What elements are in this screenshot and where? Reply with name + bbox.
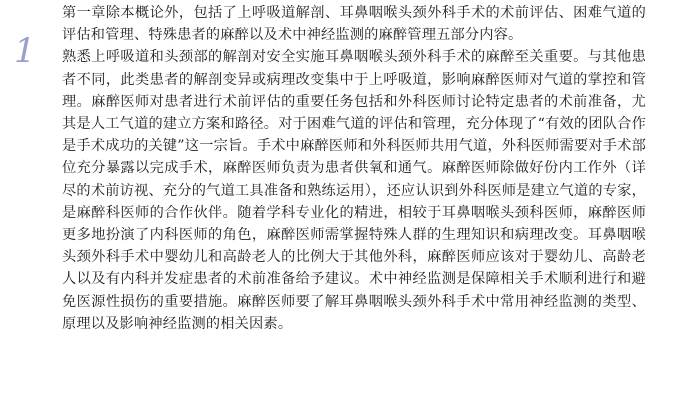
paragraph-intro: 第一章除本概论外，包括了上呼吸道解剖、耳鼻咽喉头颈外科手术的术前评估、困难气道的评估和管理、特殊患者的麻醉以及术中神经监测的麻醉管理五部分内容。 (62, 5, 646, 44)
body-text (62, 2, 646, 335)
margin-page-marker: 1 (14, 31, 36, 71)
paragraph-anatomy: 熟悉上呼吸道和头颈部的解剖对安全实施耳鼻咽喉头颈外科手术的麻醉至关重要。与其他患者不同，此类患者的解剖变异或病理改变集中于上呼吸道，影响麻醉医师对气道的掌控和管理。麻醉医师对患者进行术前评估的重要任务包括和外科医师讨论特定患者的术前准备，尤其是人工气道的建立方案和路径。对于困难气道的评估和管理，充分体现了“有效的团队合作是手术成功的关键”这一宗旨。手术中麻醉医师和外科医师共用气道，外科医师需要对手术部位充分暴露以完成手术，麻醉医师负责为患者供氧和通气。麻醉医师除做好份内工作外（详尽的术前访视、充分的气道工具准备和熟练运用），还应认识到外科医师是建立气道的专家，是麻醉科医师的合作伙伴。随着学科专业化的精进，相较于耳鼻咽喉头颈科医师，麻醉医师更多地扮演了内科医师的角色，麻醉医师需掌握特殊人群的生理知识和病理改变。耳鼻咽喉头颈外科手术中婴幼儿和高龄老人的比例大于其他外科，麻醉医师应该对于婴幼儿、高龄老人以及有内科并发症患者的术前准备给予建议。术中神经监测是保障相关手术顺利进行和避免医源性损伤的重要措施。麻醉医师要了解耳鼻咽喉头颈外科手术中常用神经监测的类型、原理以及影响神经监测的相关因素。 (62, 49, 646, 332)
